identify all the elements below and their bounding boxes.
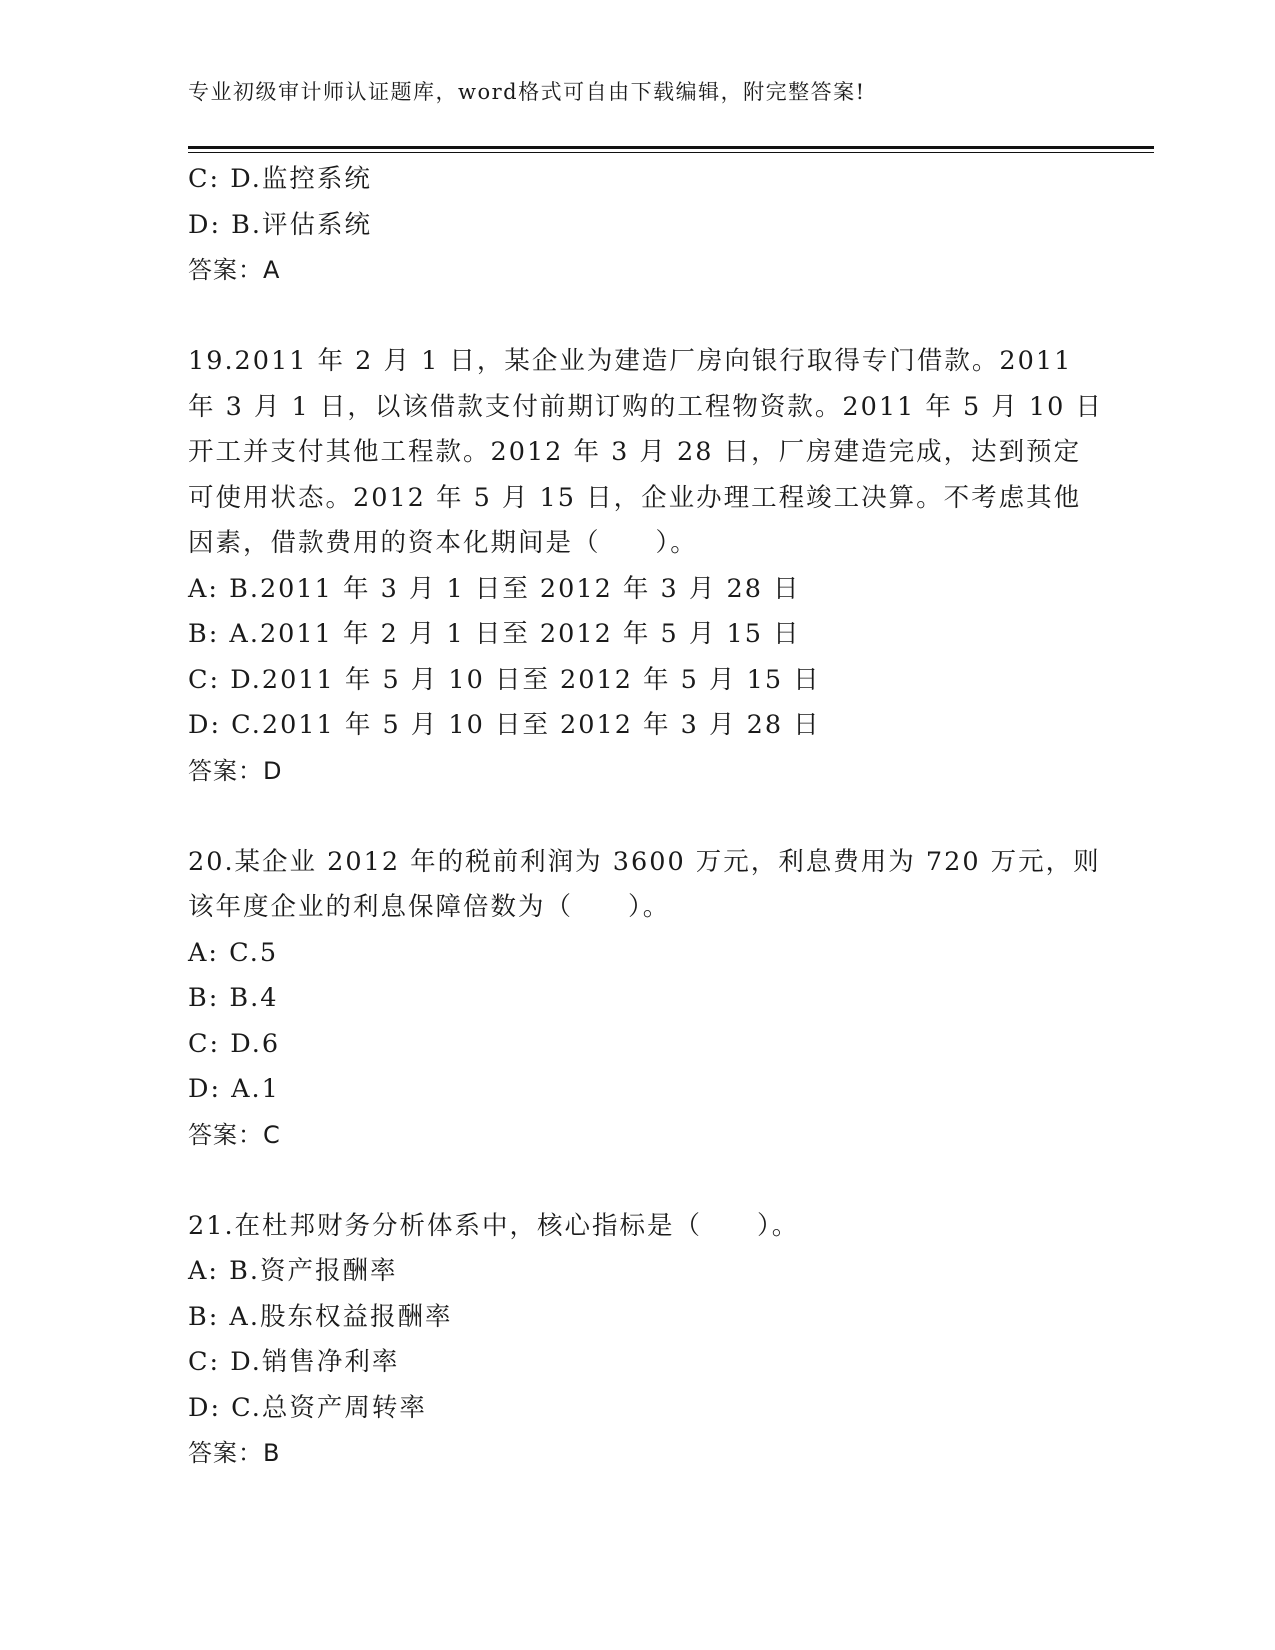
question-21 <box>188 1204 1088 1477</box>
question-text-line: 开工并支付其他工程款。2012 年 3 月 28 日，厂房建造完成，达到预定 <box>188 437 1082 467</box>
option-d: D: A.1 <box>188 1074 280 1104</box>
option-b: B: A.2011 年 2 月 1 日至 2012 年 5 月 15 日 <box>188 619 801 649</box>
option-d: D: B.评估系统 <box>188 209 372 240</box>
answer-line: 答案：B <box>188 1439 281 1467</box>
option-b: B: A.股东权益报酬率 <box>188 1301 453 1332</box>
question-text-line: 20.某企业 2012 年的税前利润为 3600 万元，利息费用为 720 万元，则 <box>188 846 1101 877</box>
answer-line: 答案：D <box>188 756 283 785</box>
option-c: C: D.6 <box>188 1028 281 1059</box>
question-19 <box>188 339 1103 794</box>
question-text-line: 年 3 月 1 日，以该借款支付前期订购的工程物资款。2011 年 5 月 10 日 <box>188 391 1103 422</box>
option-d: D: C.2011 年 5 月 10 日至 2012 年 3 月 28 日 <box>188 710 821 740</box>
option-c: C: D.销售净利率 <box>188 1347 400 1377</box>
question-20 <box>188 840 1101 1159</box>
option-c: C: D.2011 年 5 月 10 日至 2012 年 5 月 15 日 <box>188 664 821 695</box>
option-a: A: C.5 <box>188 937 279 968</box>
option-b: B: B.4 <box>188 983 279 1013</box>
question-18-tail <box>188 157 1088 294</box>
header-rule-thin <box>188 152 1154 153</box>
option-c: C: D.监控系统 <box>188 164 372 194</box>
question-text-line: 21.在杜邦财务分析体系中，核心指标是（ ）。 <box>188 1210 800 1241</box>
question-text-line: 该年度企业的利息保障倍数为（ ）。 <box>188 892 671 922</box>
answer-line: 答案：A <box>188 256 281 284</box>
question-content <box>188 157 1103 1477</box>
option-a: A: B.资产报酬率 <box>188 1256 398 1286</box>
answer-line: 答案：C <box>188 1120 281 1149</box>
question-text-line: 可使用状态。2012 年 5 月 15 日，企业办理工程竣工决算。不考虑其他 <box>188 482 1082 513</box>
option-d: D: C.总资产周转率 <box>188 1392 427 1423</box>
page-header: 专业初级审计师认证题库，word格式可自由下载编辑，附完整答案! <box>188 80 866 104</box>
option-a: A: B.2011 年 3 月 1 日至 2012 年 3 月 28 日 <box>188 573 801 604</box>
header-rule-thick <box>188 146 1154 149</box>
question-text-line: 19.2011 年 2 月 1 日，某企业为建造厂房向银行取得专门借款。2011 <box>188 346 1073 376</box>
question-text-line: 因素，借款费用的资本化期间是（ ）。 <box>188 528 698 558</box>
